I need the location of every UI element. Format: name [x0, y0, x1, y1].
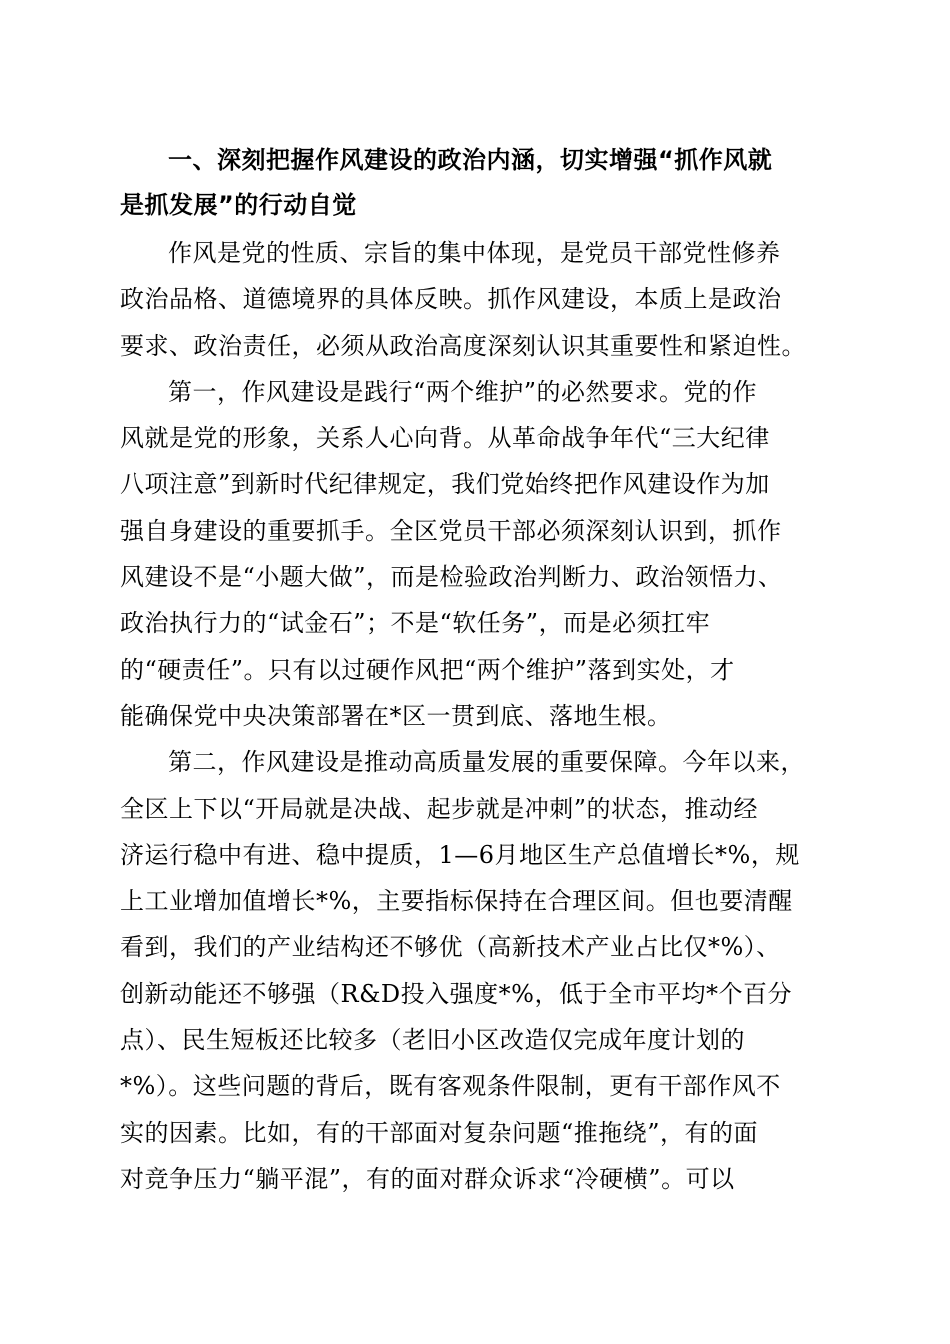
paragraph-second-point: 第二，作风建设是推动高质量发展的重要保障。今年以来， 全区上下以“开局就是决战、起步就是冲刺”的状态，推动经 济运行稳中有进、稳中提质，1—6月地区生产总值增长*%，规 上工业增加值增长*%，主要指标保持在合理区间。但也要清醒 看到，我们的产业结构还不够优（高新技术产业占比仅*%）、 创新动能还不够强（R&D投入强度*%，低于全市平均*个百分 点）、民生短板还比较多（老旧小区改造仅完成年度计划的 *%）。这些问题的背后，既有客观条件限制，更有干部作风不 实的因素。比如，有的干部面对复杂问题“推拖绕”，有的面 对竞争压力“躺平混”，有的面对群众诉求“冷硬横”。可以	[120, 748, 805, 1193]
paragraph-intro: 作风是党的性质、宗旨的集中体现，是党员干部党性修养 政治品格、道德境界的具体反映。抓作风建设，本质上是政治 要求、政治责任，必须从政治高度深刻认识其重要性和紧迫性。	[120, 239, 806, 360]
document-body	[120, 138, 830, 1202]
section-heading: 一、深刻把握作风建设的政治内涵，切实增强“抓作风就 是抓发展”的行动自觉	[120, 146, 773, 219]
paragraph-first-point: 第一，作风建设是践行“两个维护”的必然要求。党的作 风就是党的形象，关系人心向背。从革命战争年代“三大纪律 八项注意”到新时代纪律规定，我们党始终把作风建设作为加 强自身建设的重要抓手。全区党员干部必须深刻认识到，抓作 风建设不是“小题大做”，而是检验政治判断力、政治领悟力、 政治执行力的“试金石”；不是“软任务”，而是必须扛牢 的“硬责任”。只有以过硬作风把“两个维护”落到实处，才 能确保党中央决策部署在*区一贯到底、落地生根。	[120, 377, 783, 730]
